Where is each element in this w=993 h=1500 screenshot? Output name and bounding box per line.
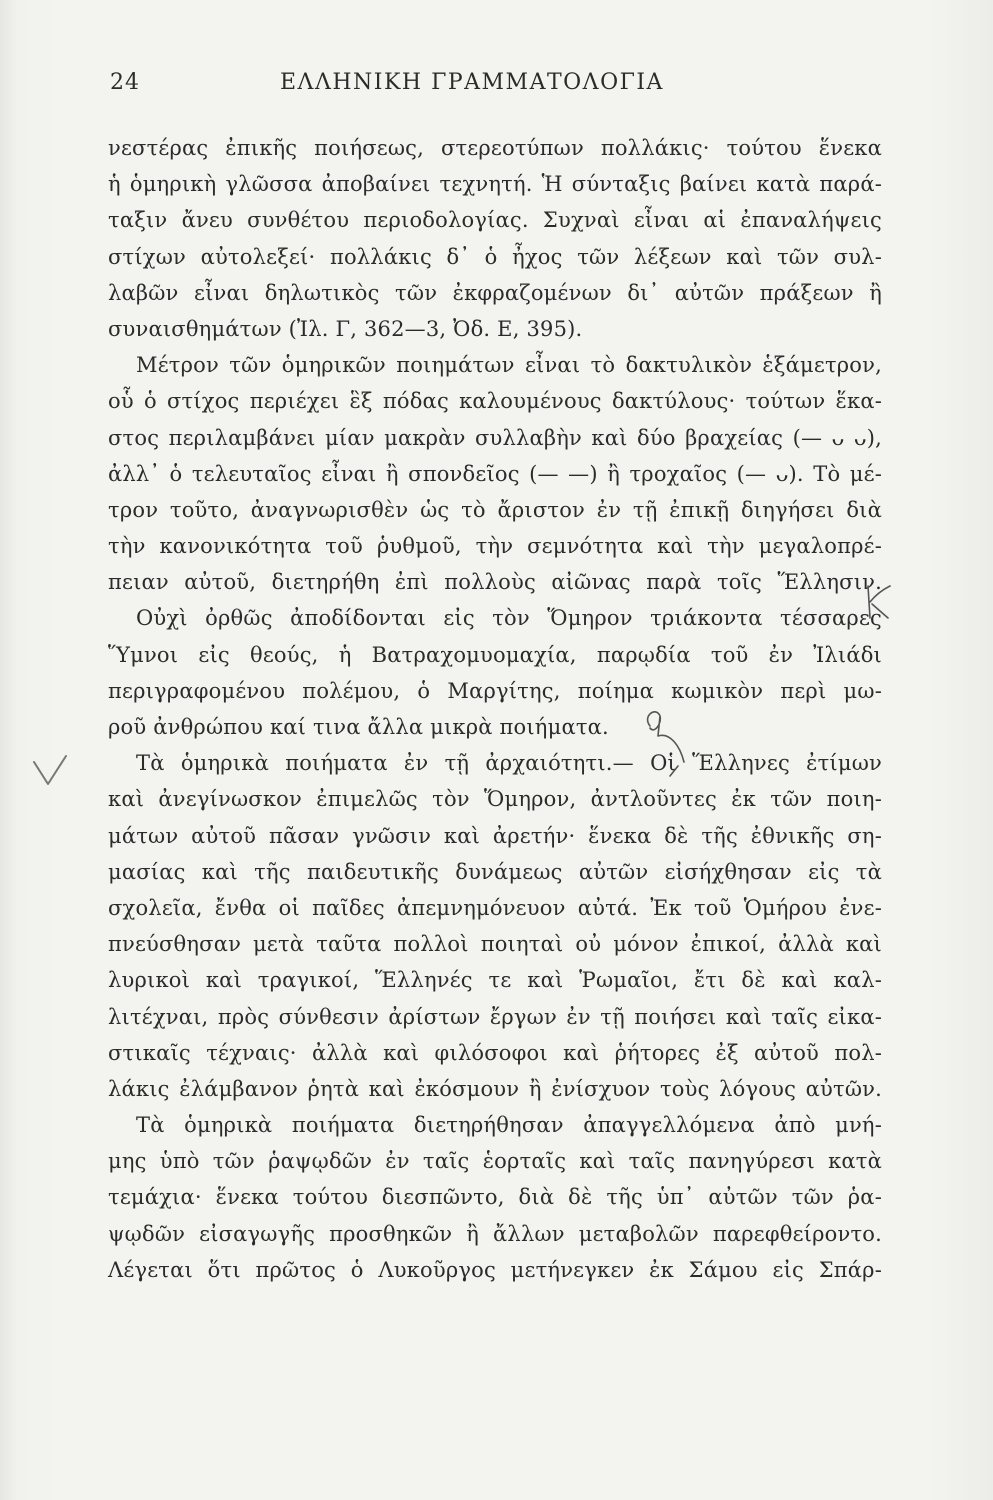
- text-line: ψῳδῶν εἰσαγωγῆς προσθηκῶν ἢ ἄλλων μεταβολῶν παρεφθείροντο.: [108, 1221, 882, 1246]
- text-line: νεστέρας ἐπικῆς ποιήσεως, στερεοτύπων πολλάκις· τούτου ἕνεκα: [108, 136, 882, 160]
- text-line: Μέτρον τῶν ὁμηρικῶν ποιημάτων εἶναι τὸ δακτυλικὸν ἑξάμετρον,: [136, 353, 882, 378]
- text-line: μάτων αὐτοῦ πᾶσαν γνῶσιν καὶ ἀρετήν· ἕνεκα δὲ τῆς ἐθνικῆς ση-: [108, 823, 882, 848]
- text-line: λιτέχναι, πρὸς σύνθεσιν ἀρίστων ἔργων ἐν τῇ ποιήσει καὶ ταῖς εἰκα-: [108, 1004, 882, 1029]
- text-line: λυρικοὶ καὶ τραγικοί, Ἕλληνές τε καὶ Ῥωμαῖοι, ἔτι δὲ καὶ καλ-: [108, 968, 882, 993]
- text-line: ἀλλ᾽ ὁ τελευταῖος εἶναι ἢ σπονδεῖος (— —) ἢ τροχαῖος (— ᴗ). Τὸ μέ-: [108, 461, 882, 486]
- section-heading-line: Τὰ ὁμηρικὰ ποιήματα ἐν τῇ ἀρχαιότητι.— Οἱ Ἕλληνες ἐτίμων: [136, 751, 882, 776]
- pencil-annotation-icon: [640, 706, 710, 786]
- text-line: Τὰ ὁμηρικὰ ποιήματα διετηρήθησαν ἀπαγγελλόμενα ἀπὸ μνή-: [136, 1113, 882, 1138]
- text-line: λαβῶν εἶναι δηλωτικὸς τῶν ἐκφραζομένων δι᾽ αὐτῶν πράξεων ἢ: [108, 280, 882, 305]
- text-line: περιγραφομένου πολέμου, ὁ Μαργίτης, ποίημα κωμικὸν περὶ μω-: [108, 678, 882, 703]
- page-number: 24: [110, 70, 140, 95]
- text-line: λάκις ἐλάμβανον ῥητὰ καὶ ἐκόσμουν ἢ ἐνίσχυον τοὺς λόγους αὐτῶν.: [108, 1076, 882, 1101]
- text-line: Ὕμνοι εἰς θεούς, ἡ Βατραχομυομαχία, παρῳδία τοῦ ἐν Ἰλιάδι: [108, 642, 882, 667]
- text-line: μης ὑπὸ τῶν ῥαψῳδῶν ἐν ταῖς ἑορταῖς καὶ ταῖς πανηγύρεσι κατὰ: [108, 1149, 882, 1174]
- running-title: ΕΛΛΗΝΙΚΗ ΓΡΑΜΜΑΤΟΛΟΓΙΑ: [280, 70, 664, 95]
- text-line: στικαῖς τέχναις· ἀλλὰ καὶ φιλόσοφοι καὶ ῥήτορες ἐξ αὐτοῦ πολ-: [108, 1040, 882, 1065]
- pencil-checkmark-icon: [30, 752, 70, 792]
- text-line: τρον τοῦτο, ἀναγνωρισθὲν ὡς τὸ ἄριστον ἐν τῇ ἐπικῇ διηγήσει διὰ: [108, 497, 882, 522]
- text-line: συναισθημάτων (Ἰλ. Γ, 362—3, Ὀδ. Ε, 395).: [108, 316, 583, 341]
- text-line: ἡ ὁμηρικὴ γλῶσσα ἀποβαίνει τεχνητή. Ἡ σύνταξις βαίνει κατὰ παρά-: [108, 172, 882, 197]
- text-line: ροῦ ἀνθρώπου καί τινα ἄλλα μικρὰ ποιήματα.: [108, 715, 609, 739]
- text-line: στος περιλαμβάνει μίαν μακρὰν συλλαβὴν καὶ δύο βραχείας (— ᴗ ᴗ),: [108, 425, 882, 450]
- page-header: [110, 70, 880, 106]
- text-line: Οὐχὶ ὀρθῶς ἀποδίδονται εἰς τὸν Ὅμηρον τριάκοντα τέσσαρες: [136, 606, 882, 631]
- text-line: οὗ ὁ στίχος περιέχει ἓξ πόδας καλουμένους δακτύλους· τούτων ἕκα-: [108, 389, 882, 414]
- text-line: μασίας καὶ τῆς παιδευτικῆς δυνάμεως αὐτῶν εἰσήχθησαν εἰς τὰ: [108, 859, 882, 884]
- text-line: στίχων αὐτολεξεί· πολλάκις δ᾽ ὁ ἦχος τῶν λέξεων καὶ τῶν συλ-: [108, 244, 882, 269]
- text-line: ταξιν ἄνευ συνθέτου περιοδολογίας. Συχναὶ εἶναι αἱ ἐπαναλήψεις: [108, 208, 882, 233]
- text-line: τὴν κανονικότητα τοῦ ῥυθμοῦ, τὴν σεμνότητα καὶ τὴν μεγαλοπρέ-: [108, 534, 882, 559]
- pencil-scribble-icon: [862, 582, 896, 622]
- text-line: Λέγεται ὅτι πρῶτος ὁ Λυκοῦργος μετήνεγκεν ἐκ Σάμου εἰς Σπάρ-: [108, 1257, 882, 1282]
- text-line: πνεύσθησαν μετὰ ταῦτα πολλοὶ ποιηταὶ οὐ μόνον ἐπικοί, ἀλλὰ καὶ: [108, 932, 882, 957]
- text-line: σχολεῖα, ἔνθα οἱ παῖδες ἀπεμνημόνευον αὐτά. Ἐκ τοῦ Ὁμήρου ἐνε-: [108, 895, 882, 920]
- body-text: [108, 130, 882, 1288]
- text-line: τεμάχια· ἕνεκα τούτου διεσπῶντο, διὰ δὲ τῆς ὑπ᾽ αὐτῶν τῶν ῥα-: [108, 1185, 882, 1210]
- text-line: καὶ ἀνεγίνωσκον ἐπιμελῶς τὸν Ὅμηρον, ἀντλοῦντες ἐκ τῶν ποιη-: [108, 787, 882, 812]
- text-line: πειαν αὐτοῦ, διετηρήθη ἐπὶ πολλοὺς αἰῶνας παρὰ τοῖς Ἕλλησιν.: [108, 570, 882, 595]
